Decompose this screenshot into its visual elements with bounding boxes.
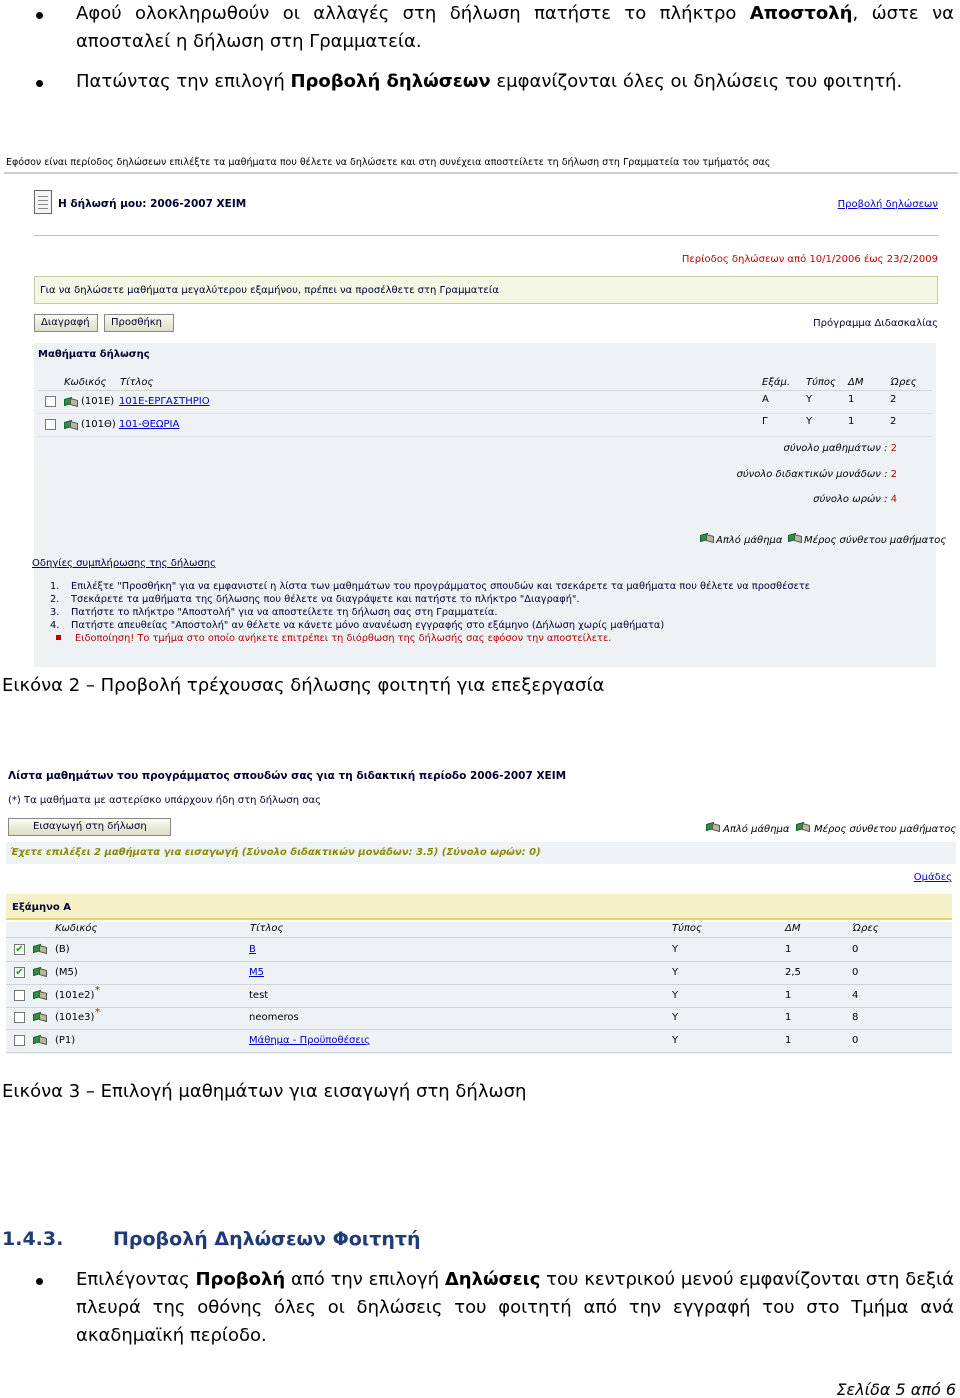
- row-code: (101Ε): [81, 396, 115, 407]
- row-hours: 0: [852, 1035, 859, 1047]
- total-courses: [784, 443, 898, 454]
- semester-title: Εξάμηνο Α: [12, 902, 71, 913]
- row-divider: [6, 984, 952, 985]
- col-title: Τίτλος: [250, 923, 284, 934]
- row-code: (101e3): [55, 1012, 95, 1024]
- instruction-text: Πατήστε το πλήκτρο "Αποστολή" για να αποστείλετε τη δήλωση σας στη Γραμματεία.: [71, 607, 498, 618]
- instruction-number: 4.: [50, 620, 60, 631]
- instruction-item: [50, 619, 950, 632]
- col-dm: ΔΜ: [785, 923, 801, 934]
- list-table-bg: [6, 922, 952, 1054]
- legend-simple: Απλό μάθημα: [723, 824, 790, 835]
- figure-2-caption: Εικόνα 2 – Προβολή τρέχουσας δήλωσης φοιτητή για επεξεργασία: [2, 675, 605, 696]
- compound-course-icon: [788, 532, 802, 542]
- row-semester: Γ: [762, 416, 768, 427]
- row-hours: 2: [890, 394, 897, 405]
- course-book-icon: [33, 943, 47, 953]
- row-divider: [38, 436, 932, 437]
- semester-bar: [6, 894, 952, 920]
- top-divider: [4, 172, 958, 174]
- col-dm: ΔΜ: [848, 377, 864, 388]
- bullet-dot: [36, 1278, 43, 1285]
- list-title: Λίστα μαθημάτων του προγράμματος σπουδών σας για τη διδακτική περίοδο 2006-2007 ΧΕΙΜ: [8, 770, 567, 782]
- legend-simple: Απλό μάθημα: [716, 535, 783, 546]
- document-icon: [34, 190, 52, 214]
- info-text: Για να δηλώσετε μαθήματα μεγαλύτερου εξαμήνου, πρέπει να προσέλθετε στη Γραμματεία: [40, 285, 499, 296]
- section-number: 1.4.3.: [2, 1228, 64, 1250]
- row-dm: 1: [785, 989, 792, 1001]
- row-checkbox[interactable]: ✔: [15, 966, 24, 978]
- instruction-number: 2.: [50, 594, 60, 605]
- row-checkbox[interactable]: [45, 396, 56, 407]
- row-title-link[interactable]: B: [249, 944, 256, 955]
- outro-paragraph: [76, 1266, 954, 1350]
- row-divider: [6, 1052, 952, 1053]
- insert-button[interactable]: Εισαγωγή στη δήλωση: [8, 818, 171, 836]
- course-book-icon: [33, 1034, 47, 1044]
- text-span: Πατώντας την επιλογή: [76, 71, 291, 92]
- row-divider: [6, 1007, 952, 1008]
- courses-section-title: Μαθήματα δήλωσης: [38, 349, 150, 360]
- asterisk-note: (*) Τα μαθήματα με αστερίσκο υπάρχουν ήδη στη δήλωση σας: [8, 795, 322, 806]
- row-star-marker: *: [95, 1007, 100, 1019]
- row-star-marker: *: [95, 984, 100, 996]
- row-divider: [38, 413, 932, 414]
- row-hours: 4: [852, 989, 859, 1001]
- row-divider: [6, 961, 952, 962]
- title-divider: [34, 235, 938, 236]
- row-code: (M5): [55, 966, 78, 978]
- instruction-number: 1.: [50, 581, 60, 592]
- notice-text: Ειδοποίηση! Το τμήμα στο οποίο ανήκετε επιτρέπει τη διόρθωση της δήλωσής σας εφόσον την αποστείλετε.: [75, 633, 612, 644]
- add-button[interactable]: Προσθήκη: [104, 314, 174, 332]
- legend-compound: Μέρος σύνθετου μαθήματος: [804, 535, 947, 546]
- course-book-icon: [33, 1011, 47, 1021]
- text-span: εμφανίζονται όλες οι δηλώσεις του φοιτητή.: [490, 71, 903, 92]
- row-dm: 1: [785, 944, 792, 955]
- compound-course-icon: [796, 821, 810, 831]
- row-type: Υ: [806, 394, 813, 405]
- row-hours: 2: [890, 416, 897, 427]
- instruction-text: Τσεκάρετε τα μαθήματα της δήλωσης που θέλετε να διαγράψετε και πατήστε το πλήκτρο "Διαγραφή".: [71, 594, 580, 605]
- instructions-link[interactable]: Οδηγίες συμπλήρωσης της δήλωσης: [32, 558, 216, 569]
- legend-compound: Μέρος σύνθετου μαθήματος: [814, 824, 957, 835]
- row-dm: 1: [848, 394, 855, 405]
- row-divider: [6, 937, 952, 938]
- program-link[interactable]: Πρόγραμμα Διδασκαλίας: [813, 318, 938, 329]
- row-title-link[interactable]: 101-ΘΕΩΡΙΑ: [119, 419, 180, 430]
- total-units-label: σύνολο διδακτικών μονάδων :: [736, 469, 888, 480]
- row-divider: [38, 390, 932, 391]
- row-type: Υ: [672, 944, 679, 955]
- total-courses-label: σύνολο μαθημάτων :: [783, 443, 888, 454]
- row-checkbox[interactable]: [14, 1012, 25, 1023]
- row-dm: 1: [785, 1012, 792, 1024]
- col-title: Τίτλος: [120, 377, 154, 388]
- col-hours: Ώρες: [852, 923, 879, 934]
- col-hours: Ώρες: [890, 377, 917, 388]
- text-span: Επιλέγοντας: [76, 1269, 196, 1290]
- total-hours-label: σύνολο ωρών :: [813, 494, 888, 505]
- declaration-title: Η δήλωσή μου: 2006-2007 ΧΕΙΜ: [58, 198, 247, 210]
- instruction-item: [50, 593, 950, 606]
- row-code: (B): [55, 944, 70, 955]
- instructions-list: [50, 580, 950, 645]
- row-dm: 2,5: [785, 966, 801, 978]
- instruction-text: Πατήστε απευθείας "Αποστολή" αν θέλετε να κάνετε μόνο ανανέωση εγγραφής στο εξάμηνο (Δήλωση χωρίς μαθήματα): [71, 620, 665, 631]
- notice-item: [50, 632, 950, 645]
- col-code: Κωδικός: [55, 923, 98, 934]
- instruction-number: 3.: [50, 607, 60, 618]
- row-code: (101e2): [55, 989, 95, 1001]
- page-footer: Σελίδα 5 από 6: [836, 1380, 956, 1398]
- text-span: του κεντρικού μενού εμφανίζονται στη δεξιά πλευρά της οθόνης όλες οι δηλώσεις του φοιτητή από την εγγραφή του στο Τμήμα ανά ακαδημαϊκή περίοδο.: [76, 1269, 954, 1346]
- delete-button[interactable]: Διαγραφή: [34, 314, 98, 332]
- bullet-dot: [36, 80, 43, 87]
- col-type: Τύπος: [806, 377, 836, 388]
- bold-term: Αποστολή: [749, 3, 853, 24]
- col-code: Κωδικός: [64, 377, 107, 388]
- intro-paragraph-2: [76, 68, 954, 96]
- row-checkbox[interactable]: [14, 1035, 25, 1046]
- view-declarations-link[interactable]: Προβολή δηλώσεων: [837, 199, 938, 210]
- period-text: Περίοδος δηλώσεων από 10/1/2006 έως 23/2/2009: [681, 254, 938, 265]
- course-book-icon: [64, 396, 78, 406]
- intro-paragraph-1: [76, 0, 954, 56]
- row-checkbox[interactable]: ✔: [15, 944, 24, 955]
- figure-3-screenshot: [0, 762, 960, 1054]
- row-title: neomeros: [249, 1012, 299, 1024]
- row-code: (P1): [55, 1035, 76, 1047]
- col-semester: Εξάμ.: [762, 377, 791, 388]
- section-title: Προβολή Δηλώσεων Φοιτητή: [113, 1228, 421, 1250]
- row-type: Υ: [806, 416, 813, 427]
- row-semester: Α: [762, 394, 769, 405]
- total-units-value: 2: [890, 469, 897, 480]
- instruction-item: [50, 580, 950, 593]
- groups-link[interactable]: Ομάδες: [913, 872, 952, 883]
- row-title-link[interactable]: M5: [249, 966, 264, 978]
- notice-square-icon: [56, 635, 61, 640]
- row-checkbox[interactable]: [14, 990, 25, 1001]
- instruction-item: [50, 606, 950, 619]
- row-divider: [6, 1029, 952, 1030]
- row-type: Υ: [672, 1012, 679, 1024]
- simple-course-icon: [706, 821, 720, 831]
- row-dm: 1: [785, 1035, 792, 1047]
- figure-3-caption: Εικόνα 3 – Επιλογή μαθημάτων για εισαγωγή στη δήλωση: [2, 1081, 527, 1102]
- row-dm: 1: [848, 416, 855, 427]
- total-units: [737, 469, 897, 480]
- selection-note: Έχετε επιλέξει 2 μαθήματα για εισαγωγή (Σύνολο διδακτικών μονάδων: 3.5) (Σύνολο ωρών: 0): [10, 847, 541, 858]
- course-book-icon: [33, 966, 47, 976]
- course-book-icon: [33, 989, 47, 999]
- col-type: Τύπος: [672, 923, 702, 934]
- row-type: Υ: [672, 1035, 679, 1047]
- row-hours: 8: [852, 1012, 859, 1024]
- row-hours: 0: [852, 944, 859, 955]
- top-note: Εφόσον είναι περίοδος δηλώσεων επιλέξτε τα μαθήματα που θέλετε να δηλώσετε και στη συνέχεια αποστείλετε τη δήλωση στη Γραμματεία του τμήματός σας: [6, 157, 771, 168]
- row-type: Υ: [672, 966, 679, 978]
- figure-2-screenshot: [0, 150, 960, 645]
- instruction-text: Επιλέξτε "Προσθήκη" για να εμφανιστεί η λίστα των μαθημάτων του προγράμματος σπουδών και τσεκάρετε τα μαθήματα που θέλετε να προσθέσετε: [71, 581, 811, 592]
- total-hours: [813, 494, 897, 505]
- row-checkbox[interactable]: [45, 419, 56, 430]
- text-span: Αφού ολοκληρωθούν οι αλλαγές στη δήλωση πατήστε το πλήκτρο: [76, 3, 750, 24]
- total-hours-value: 4: [890, 494, 897, 505]
- bold-term: Προβολή: [195, 1269, 286, 1290]
- text-span: από την επιλογή: [285, 1269, 445, 1290]
- course-book-icon: [64, 419, 78, 429]
- bold-term: Προβολή δηλώσεων: [290, 71, 491, 92]
- row-title: test: [249, 989, 269, 1001]
- text-span: , ώστε να αποσταλεί η δήλωση στη Γραμματεία.: [76, 3, 954, 52]
- total-courses-value: 2: [890, 443, 897, 454]
- row-code: (101Θ): [81, 419, 116, 430]
- row-hours: 0: [852, 966, 859, 978]
- row-title-link[interactable]: 101Ε-ΕΡΓΑΣΤΗΡΙΟ: [119, 396, 210, 407]
- bold-term: Δηλώσεις: [444, 1269, 541, 1290]
- row-type: Υ: [672, 989, 679, 1001]
- row-title-link[interactable]: Μάθημα - Προϋποθέσεις: [249, 1035, 371, 1047]
- simple-course-icon: [700, 532, 714, 542]
- bullet-dot: [36, 12, 43, 19]
